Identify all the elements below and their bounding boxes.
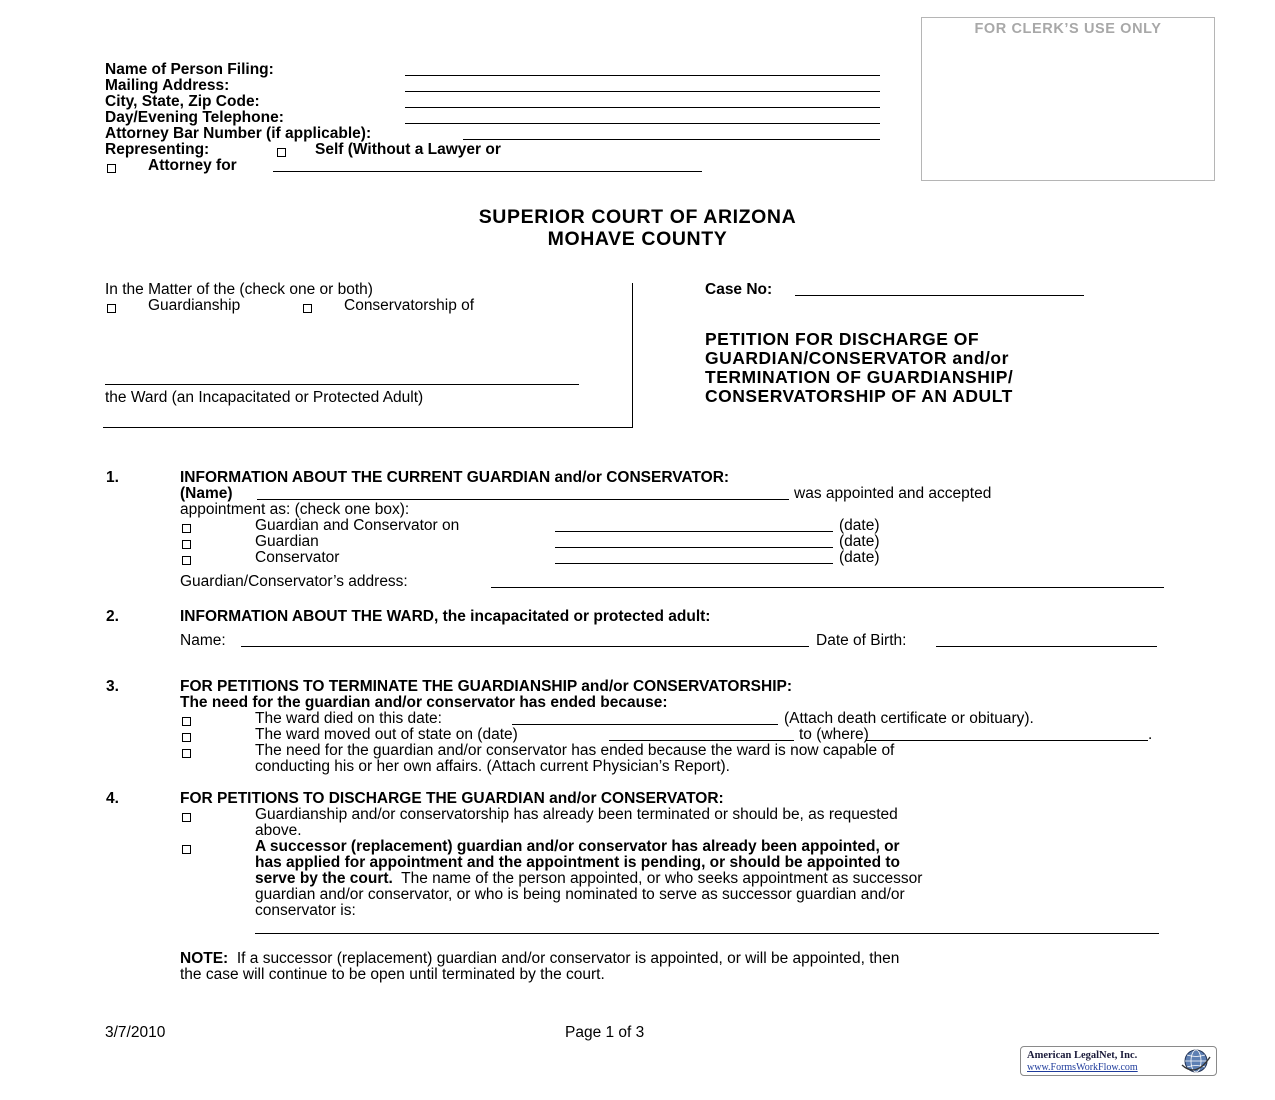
section4-number: 4. — [106, 790, 119, 807]
filer-city-field[interactable] — [405, 107, 880, 108]
ward-capable-line2: conducting his or her own affairs. (Attach current Physician’s Report). — [255, 758, 730, 775]
successor-line2: has applied for appointment and the appointment is pending, or should be appointed to — [255, 854, 900, 871]
conservatorship-checkbox[interactable] — [303, 304, 312, 313]
guardianship-checkbox[interactable] — [107, 304, 116, 313]
ward-capable-line1: The need for the guardian and/or conservator has ended because the ward is now capable of — [255, 742, 895, 759]
guardianship-label: Guardianship — [148, 297, 241, 314]
attorney-for-field[interactable] — [273, 171, 702, 172]
footer-page: Page 1 of 3 — [565, 1024, 645, 1041]
terminated-line1: Guardianship and/or conservatorship has already been terminated or should be, as requested — [255, 806, 898, 823]
clerk-use-box — [921, 17, 1215, 181]
guardian-name-field[interactable] — [257, 499, 789, 500]
ward-name-label: Name: — [180, 632, 226, 649]
successor-name-field[interactable] — [255, 933, 1159, 934]
filer-phone-label: Day/Evening Telephone: — [105, 109, 284, 126]
caption-bottom-line — [103, 427, 633, 428]
filer-phone-field[interactable] — [405, 123, 880, 124]
petition-title-line4: CONSERVATORSHIP OF AN ADULT — [705, 386, 1013, 406]
note-text-line1: If a successor (replacement) guardian and/or conservator is appointed, or will be appointed, then — [236, 950, 900, 967]
option-guardian-conservator-date-field[interactable] — [555, 531, 833, 532]
successor-line5: conservator is: — [255, 902, 356, 919]
option-guardian-checkbox[interactable] — [182, 540, 191, 549]
logo-name: American LegalNet, Inc. — [1027, 1050, 1138, 1061]
note-label: NOTE: — [180, 950, 229, 967]
section1-heading: INFORMATION ABOUT THE CURRENT GUARDIAN and/or CONSERVATOR: — [180, 469, 730, 486]
case-no-field[interactable] — [795, 295, 1084, 296]
ward-moved-label: The ward moved out of state on (date) — [255, 726, 518, 743]
ward-capable-checkbox[interactable] — [182, 749, 191, 758]
ward-name-field[interactable] — [105, 384, 579, 385]
successor-line4: guardian and/or conservator, or who is being nominated to serve as successor guardian and/or — [255, 886, 905, 903]
option-conservator-label: Conservator — [255, 549, 340, 566]
section4-heading: FOR PETITIONS TO DISCHARGE THE GUARDIAN and/or CONSERVATOR: — [180, 790, 724, 807]
option-conservator-checkbox[interactable] — [182, 556, 191, 565]
note-line2: the case will continue to be open until terminated by the court. — [180, 966, 605, 983]
option-guardian-conservator-label: Guardian and Conservator on — [255, 517, 460, 534]
matter-label: In the Matter of the (check one or both) — [105, 281, 373, 298]
representing-label: Representing: — [105, 141, 210, 158]
petition-title-line1: PETITION FOR DISCHARGE OF — [705, 329, 980, 349]
filer-name-field[interactable] — [405, 75, 880, 76]
ward-died-label: The ward died on this date: — [255, 710, 442, 727]
case-no-label: Case No: — [705, 281, 773, 298]
filer-bar-field[interactable] — [463, 139, 880, 140]
guardian-address-label: Guardian/Conservator’s address: — [180, 573, 408, 590]
attorney-checkbox[interactable] — [107, 164, 116, 173]
american-legalnet-logo[interactable] — [1020, 1046, 1217, 1076]
filer-name-label: Name of Person Filing: — [105, 61, 274, 78]
section3-subheading: The need for the guardian and/or conservator has ended because: — [180, 694, 668, 711]
section2-number: 2. — [106, 608, 119, 625]
ward-moved-checkbox[interactable] — [182, 733, 191, 742]
section3-heading: FOR PETITIONS TO TERMINATE THE GUARDIANSHIP and/or CONSERVATORSHIP: — [180, 678, 793, 695]
section3-number: 3. — [106, 678, 119, 695]
filer-address-label: Mailing Address: — [105, 77, 230, 94]
section2-heading-bold: INFORMATION ABOUT THE WARD, — [180, 608, 439, 625]
terminated-checkbox[interactable] — [182, 813, 191, 822]
filer-city-label: City, State, Zip Code: — [105, 93, 260, 110]
date-label: (date) — [839, 533, 880, 550]
county-name: MOHAVE COUNTY — [547, 228, 728, 250]
note-line1 — [180, 951, 899, 967]
option-conservator-date-field[interactable] — [555, 563, 833, 564]
ward-moved-date-field[interactable] — [609, 740, 794, 741]
successor-line3-bold: serve by the court. — [255, 870, 393, 887]
terminated-line2: above. — [255, 822, 302, 839]
appointment-label: appointment as: (check one box): — [180, 501, 410, 518]
guardian-address-field[interactable] — [491, 587, 1164, 588]
ward-died-checkbox[interactable] — [182, 717, 191, 726]
section1-number: 1. — [106, 469, 119, 486]
section2-heading — [180, 609, 710, 625]
footer-date: 3/7/2010 — [105, 1024, 166, 1041]
successor-line3 — [255, 871, 922, 887]
ward-moved-where-field[interactable] — [866, 740, 1148, 741]
attorney-label: Attorney for — [148, 157, 237, 174]
successor-line3-rest: The name of the person appointed, or who seeks appointment as successor — [401, 870, 923, 887]
option-guardian-date-field[interactable] — [555, 547, 833, 548]
dob-label: Date of Birth: — [816, 632, 907, 649]
filer-bar-label: Attorney Bar Number (if applicable): — [105, 125, 372, 142]
self-label: Self (Without a Lawyer or — [315, 141, 501, 158]
conservatorship-label: Conservatorship of — [344, 297, 475, 314]
date-label: (date) — [839, 549, 880, 566]
petition-title-line3: TERMINATION OF GUARDIANSHIP/ — [705, 367, 1014, 387]
filer-address-field[interactable] — [405, 91, 880, 92]
logo-url[interactable]: www.FormsWorkFlow.com — [1027, 1062, 1138, 1073]
globe-icon — [1179, 1048, 1213, 1074]
dob-field[interactable] — [936, 646, 1157, 647]
clerk-use-label: FOR CLERK’S USE ONLY — [974, 21, 1162, 37]
option-guardian-conservator-checkbox[interactable] — [182, 524, 191, 533]
caption-divider — [632, 283, 633, 428]
self-checkbox[interactable] — [277, 148, 286, 157]
successor-checkbox[interactable] — [182, 845, 191, 854]
petition-title-line2: GUARDIAN/CONSERVATOR and/or — [705, 348, 1009, 368]
section2-ward-name-field[interactable] — [241, 646, 809, 647]
ward-moved-to-label: to (where) — [799, 726, 869, 743]
successor-line1: A successor (replacement) guardian and/or conservator has already been appointed, or — [255, 838, 900, 855]
section2-heading-rest: the incapacitated or protected adult: — [442, 608, 711, 625]
appointed-text: was appointed and accepted — [794, 485, 992, 502]
guardian-name-label: (Name) — [180, 485, 233, 502]
date-label: (date) — [839, 517, 880, 534]
court-name: SUPERIOR COURT OF ARIZONA — [478, 206, 797, 228]
ward-moved-period: . — [1148, 726, 1153, 743]
ward-died-note: (Attach death certificate or obituary). — [784, 710, 1034, 727]
option-guardian-label: Guardian — [255, 533, 319, 550]
ward-label: the Ward (an Incapacitated or Protected Adult) — [105, 389, 424, 406]
ward-died-date-field[interactable] — [512, 724, 778, 725]
